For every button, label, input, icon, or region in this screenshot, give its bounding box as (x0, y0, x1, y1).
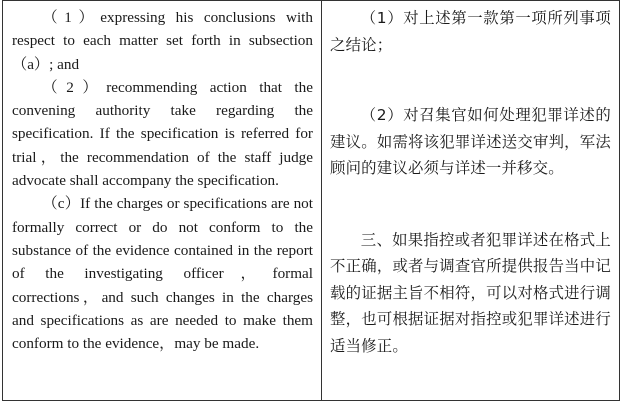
english-column (3, 1, 322, 401)
english-paragraph-c: （c）If the charges or specifications are not formally correct or do not conform to the substance of the evidence contained in the report of the investigating officer，formal corrections，and such changes in the charges and specifications as are needed to make them conform to the evidence，may be made. (12, 195, 313, 353)
bilingual-text-table (2, 0, 620, 401)
table-row (3, 1, 620, 401)
english-paragraph-2: （2）recommending action that the convening authority take regarding the specification. If the specification is referred for trial，the recommendation of the staff judge advocate shall accompany the specification. (12, 78, 313, 190)
chinese-paragraph-1: （1）对上述第一款第一项所列事项之结论； (330, 9, 611, 54)
chinese-column (322, 1, 620, 401)
chinese-paragraph-2: （2）对召集官如何处理犯罪详述的建议。如需将该犯罪详述送交审判，军法顾问的建议必须与详述一并移交。 (330, 106, 611, 177)
chinese-paragraph-3: 三、如果指控或者犯罪详述在格式上不正确，或者与调查官所提供报告当中记载的证据主旨不相符，可以对格式进行调整，也可根据证据对指控或犯罪详述进行适当修正。 (330, 230, 611, 355)
english-paragraph-1: （1）expressing his conclusions with respect to each matter set forth in subsection（a）; and (12, 9, 313, 73)
